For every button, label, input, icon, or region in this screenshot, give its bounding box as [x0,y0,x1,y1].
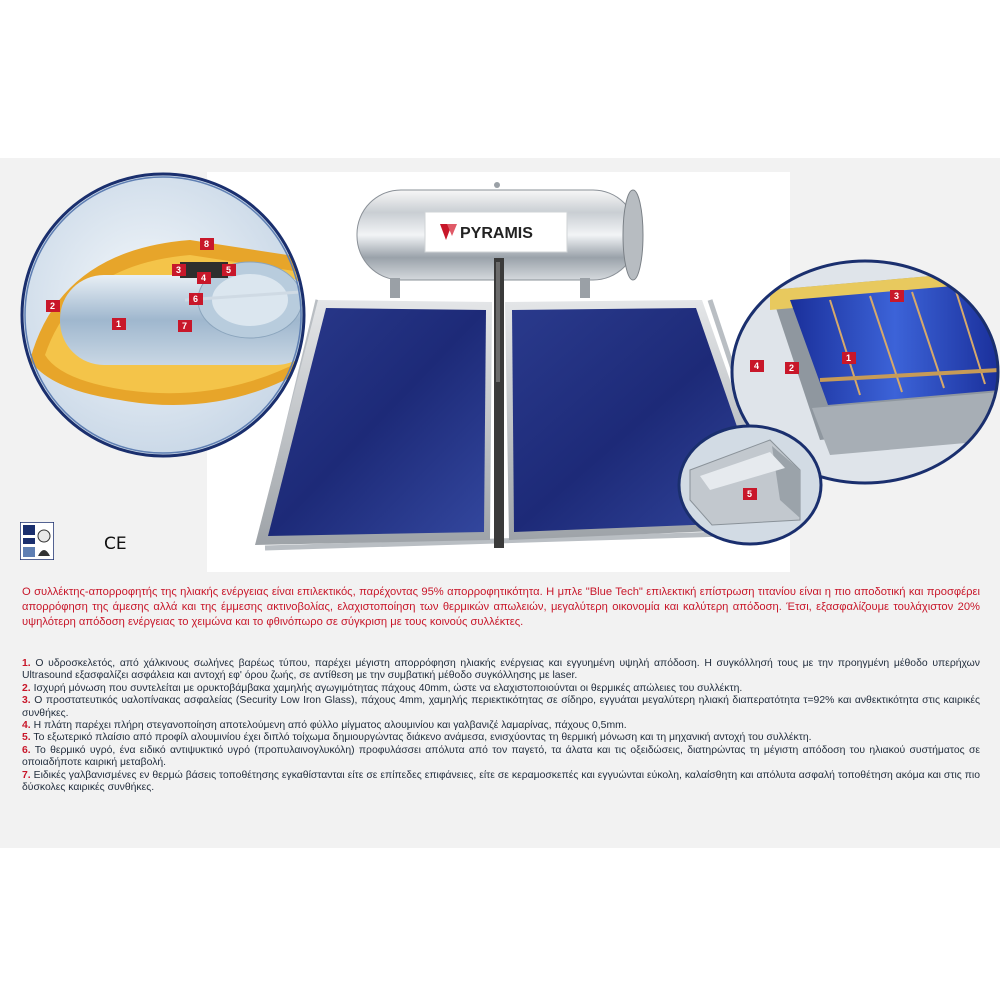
callout-badge-5 [743,488,757,500]
callout-badge-1 [112,318,126,330]
callout-badge-5 [222,264,236,276]
intro-paragraph: Ο συλλέκτης-απορροφητής της ηλιακής ενέργειας είναι επιλεκτικός, παρέχοντας 95% απορροφητικότητα. Η μπλε "Blue Tech" επιλεκτική επίστρωση τιτανίου είναι η πιο αποδοτική και προσφέρει απορρόφηση της άμεσης αλλά και της έμμεσης ακτινοβολίας, ελαχιστοποίηση των θερμικών απωλειών, μεγαλύτερη οικονομία και καλύτερη απόδοση. Έτσι, εξασφαλίζουμε τουλάχιστον 20% υψηλότερη απόδοση ενέργειας το χειμώνα και το φθινόπωρο σε σύγκριση με τους κοινούς συλλέκτες. [22,586,980,629]
callout-badge-3 [890,290,904,302]
callout-badge-6 [189,293,203,305]
list-item: 1. Ο υδροσκελετός, από χάλκινους σωλήνες βαρέως τύπου, παρέχει μέγιστη απορρόφηση ηλιακής ενέργειας και εγγυημένη υψηλή απόδοση. Η συγκόλλησή τους με την προηγμένη μέθοδο υπερήχων Ultrasound εξασφαλίζει ασφάλεια και αντοχή εφ' όρου ζωής, σε αντίθεση με την συμβατική μέθοδο συγκόλλησης με laser. [22,658,980,682]
quality-certificate-icon [20,522,54,560]
svg-text:1: 1 [116,319,122,329]
svg-text:3: 3 [176,265,182,275]
list-item: 6. Το θερμικό υγρό, ένα ειδικό αντιψυκτικό υγρό (προπυλαινογλυκόλη) προφυλάσσει απόλυτα από τον παγετό, τα άλατα και τις οξειδώσεις, διατηρώντας τη μέγιστη απόδοση του ηλιακού συστήματος σε οποιαδήποτε καιρική μεταβολή. [22,744,980,769]
svg-text:5: 5 [226,265,232,275]
svg-text:3: 3 [894,291,900,301]
callout-badge-1 [842,352,856,364]
ce-mark: CE [104,534,127,554]
list-item: 7. Ειδικές γαλβανισμένες εν θερμώ βάσεις τοποθέτησης εγκαθίστανται είτε σε επίπεδες επιφάνειες, είτε σε κεραμοσκεπές και εγγυώνται εύκολη, καλαίσθητη και απόλυτα ασφαλή τοποθέτηση ακόμα και στις πιο δύσκολες καιρικές συνθήκες. [22,769,980,794]
feature-list [22,658,980,794]
callout-badge-3 [172,264,186,276]
svg-text:4: 4 [754,361,760,371]
svg-text:2: 2 [789,363,795,373]
aluminium-profile-bubble [679,426,821,544]
svg-text:6: 6 [193,294,199,304]
callout-badge-2 [46,300,60,312]
svg-text:5: 5 [747,489,753,499]
svg-text:1: 1 [846,353,852,363]
callout-badge-8 [200,238,214,250]
list-item: 2. Ισχυρή μόνωση που συντελείται με ορυκτοβάμβακα χαμηλής αγωγιμότητας πάχους 40mm, ώστε να ελαχιστοποιούνται οι θερμικές απώλειες του συλλέκτη. [22,682,743,694]
callout-badge-4 [750,360,764,372]
svg-text:7: 7 [182,321,188,331]
list-item: 3. Ο προστατευτικός υαλοπίνακας ασφαλείας (Security Low Iron Glass), πάχους 4mm, χαμηλής περιεκτικότητας σε σίδηρο, εγγυάται μεγαλύτερη ηλιακή διαπερατότητα τ=92% και ανθεκτικότητα στις καιρικές συνθήκες. [22,695,980,719]
svg-text:2: 2 [50,301,56,311]
svg-text:4: 4 [201,273,207,283]
callout-badge-4 [197,272,211,284]
brand-logo-text: PYRAMIS [460,225,533,242]
list-item: 5. Το εξωτερικό πλαίσιο από προφίλ αλουμινίου έχει διπλό τοίχωμα δημιουργώντας διάκενο ανάμεσα, ενισχύοντας τη θερμική μόνωση και τη μηχανική αντοχή του συλλέκτη. [22,732,812,744]
svg-text:8: 8 [204,239,210,249]
callout-badge-7 [178,320,192,332]
list-item: 4. Η πλάτη παρέχει πλήρη στεγανοποίηση αποτελούμενη από φύλλο μίγματος αλουμινίου και γαλβανιζέ λαμαρίνας, πάχους 0,5mm. [22,720,627,732]
callout-badge-2 [785,362,799,374]
